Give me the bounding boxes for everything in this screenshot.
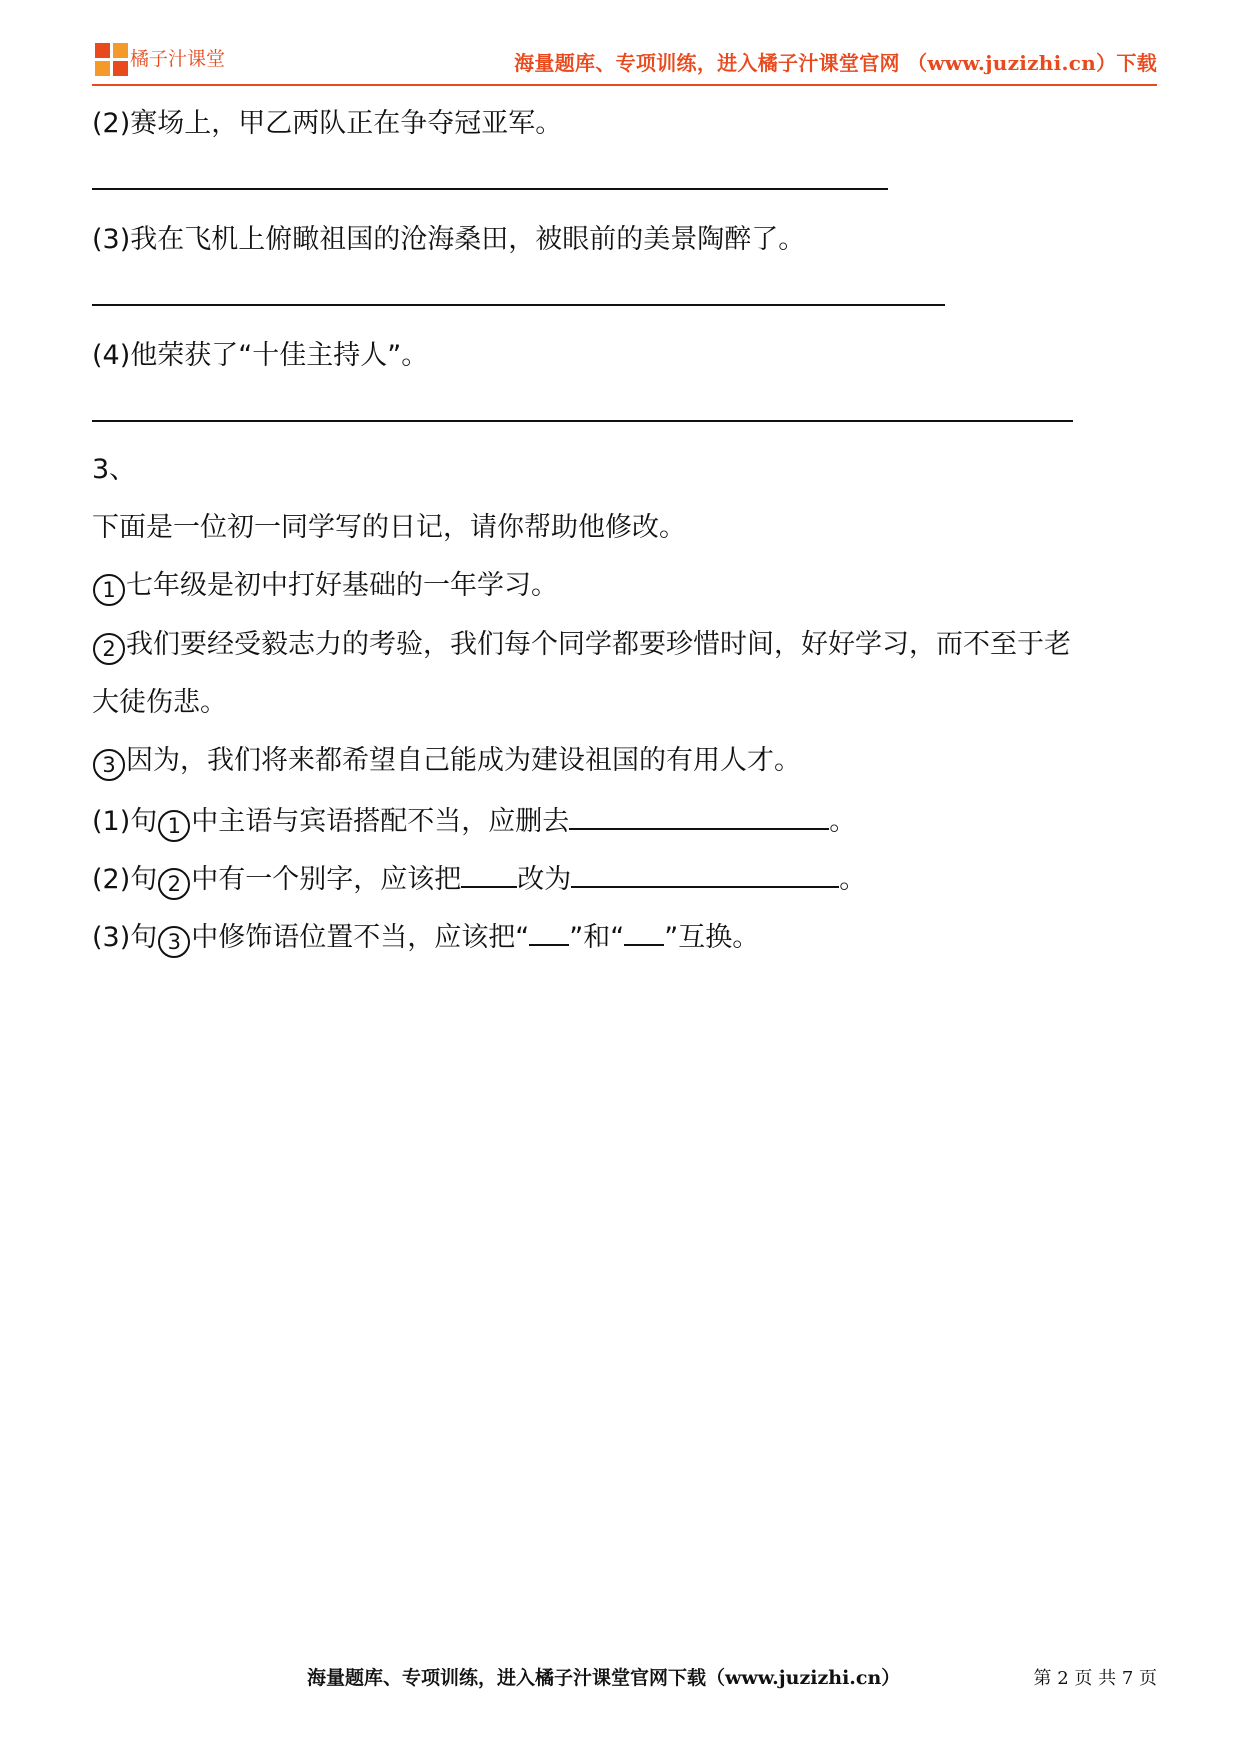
logo-text: 橘子汁课堂 (130, 48, 226, 70)
juzizhi-logo-icon (95, 43, 129, 77)
sub-question-3-text-b: ”和“ (569, 922, 625, 953)
answer-blank-modifier-2[interactable] (624, 918, 664, 946)
circled-number-1: 1 (93, 574, 125, 606)
sub-question-2-text-b: 改为 (517, 864, 572, 895)
diary-sentence-3-text: 因为，我们将来都希望自己能成为建设祖国的有用人才。 (126, 745, 801, 776)
answer-blank-wrong-char[interactable] (461, 860, 517, 888)
page-header (0, 0, 1240, 90)
sub-question-1-text: 中主语与宾语搭配不当，应删去 (191, 806, 570, 837)
answer-line-item-4[interactable] (92, 420, 1073, 422)
sub-question-1-end: 。 (829, 806, 857, 837)
answer-line-item-2[interactable] (92, 188, 888, 190)
circled-number-3: 3 (93, 749, 125, 781)
diary-sentence-2-text: 我们要经受毅志力的考验，我们每个同学都要珍惜时间，好好学习，而不至于老 (126, 629, 1071, 660)
diary-sentence-2 (92, 627, 1071, 665)
sub-question-3-text-a: 中修饰语位置不当，应该把“ (191, 922, 530, 953)
question-2-item-2: (2)赛场上，甲乙两队正在争夺冠亚军。 (92, 108, 563, 139)
question-2-item-3: (3)我在飞机上俯瞰祖国的沧海桑田，被眼前的美景陶醉了。 (92, 224, 806, 255)
sub-question-1-prefix: (1)句 (92, 806, 158, 837)
answer-blank-modifier-1[interactable] (529, 918, 569, 946)
header-slogan: 海量题库、专项训练，进入橘子汁课堂官网 （www.juzizhi.cn）下载 (514, 51, 1157, 75)
sub-question-3-prefix: (3)句 (92, 922, 158, 953)
answer-line-item-3[interactable] (92, 304, 945, 306)
answer-blank-delete[interactable] (569, 802, 829, 830)
circled-number-2: 2 (158, 868, 190, 900)
question-2-item-4: (4)他荣获了“十佳主持人”。 (92, 340, 429, 371)
circled-number-2: 2 (93, 633, 125, 665)
sub-question-3-text-c: ”互换。 (664, 922, 760, 953)
footer-slogan: 海量题库、专项训练，进入橘子汁课堂官网下载（www.juzizhi.cn） (307, 1667, 901, 1689)
sub-question-1 (92, 802, 856, 842)
sub-question-2 (92, 860, 866, 900)
question-3-intro: 下面是一位初一同学写的日记，请你帮助他修改。 (92, 512, 686, 543)
circled-number-3: 3 (158, 926, 190, 958)
circled-number-1: 1 (158, 810, 190, 842)
diary-sentence-1 (92, 568, 558, 606)
sub-question-2-end: 。 (839, 864, 867, 895)
diary-sentence-2-continued: 大徒伤悲。 (92, 687, 227, 718)
diary-sentence-1-text: 七年级是初中打好基础的一年学习。 (126, 570, 558, 601)
answer-blank-correct-char[interactable] (571, 860, 839, 888)
sub-question-3 (92, 918, 759, 958)
header-divider (92, 84, 1157, 86)
sub-question-2-prefix: (2)句 (92, 864, 158, 895)
question-3-number: 3、 (92, 454, 137, 485)
page-number: 第 2 页 共 7 页 (1033, 1668, 1157, 1689)
sub-question-2-text-a: 中有一个别字，应该把 (191, 864, 462, 895)
diary-sentence-3 (92, 743, 801, 781)
